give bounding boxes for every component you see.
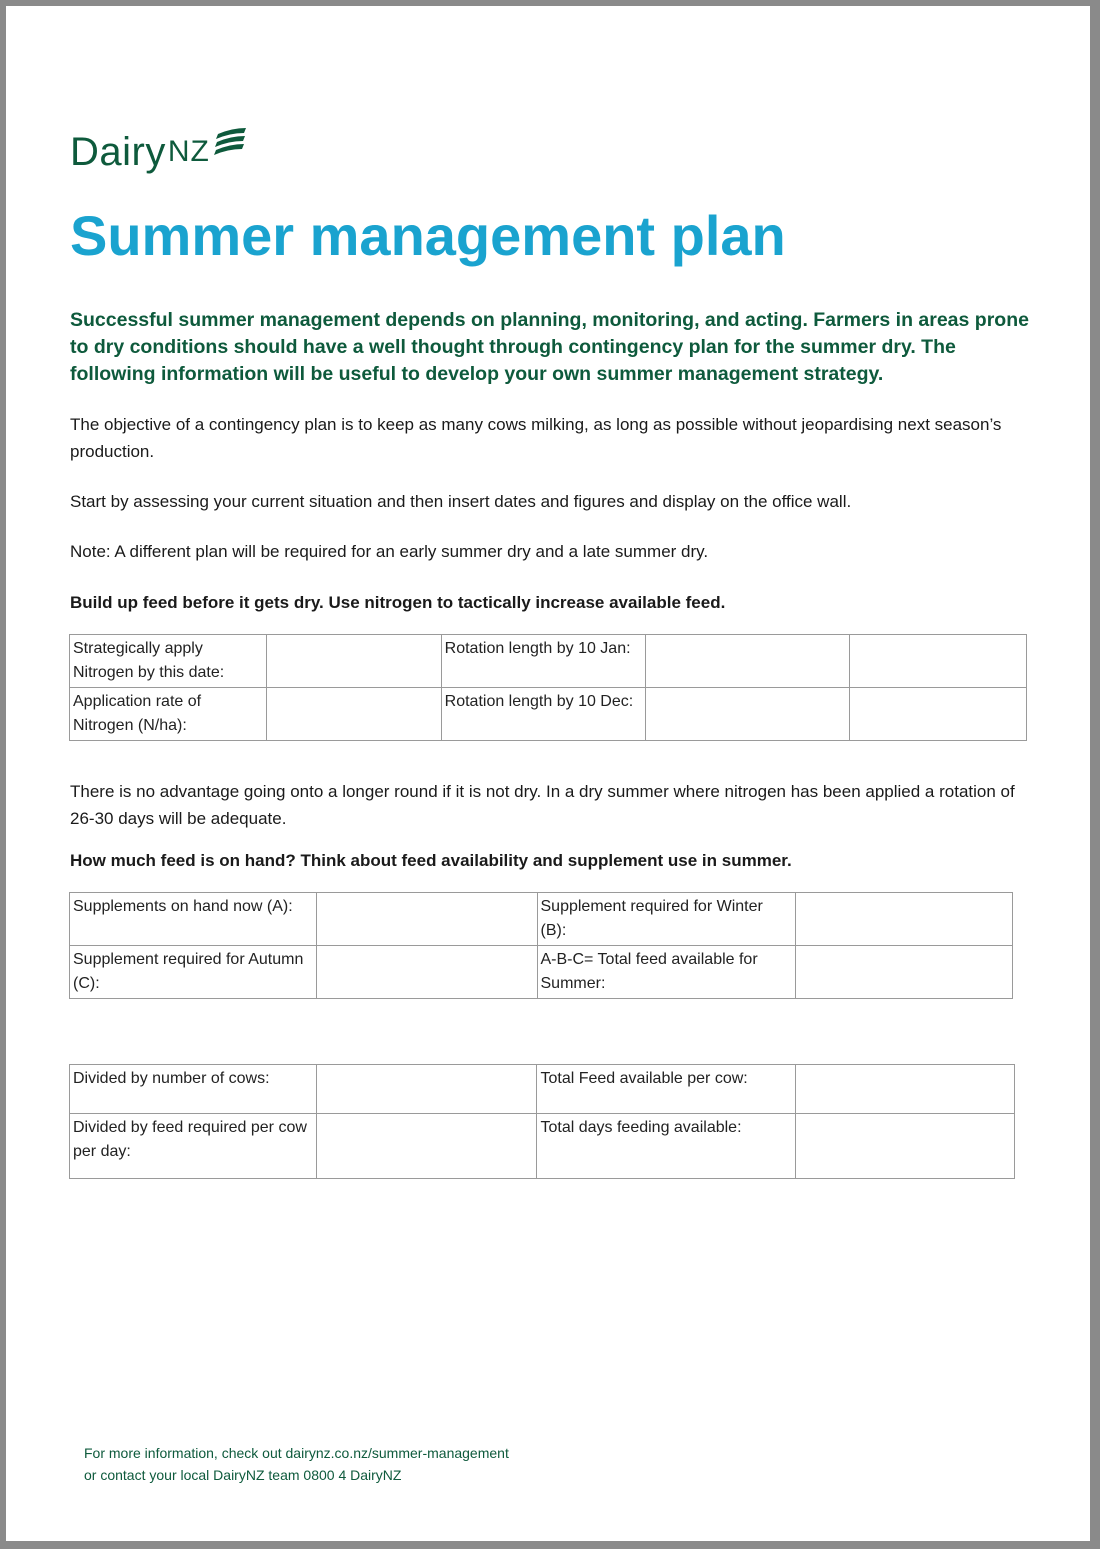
rotation-dec-extra-field[interactable]: [850, 688, 1027, 741]
dairynz-logo: [70, 124, 248, 180]
number-of-cows-field[interactable]: [316, 1065, 537, 1114]
nitrogen-table: [69, 634, 1027, 741]
nitrogen-date-field[interactable]: [266, 635, 441, 688]
autumn-supplement-field[interactable]: [316, 946, 537, 999]
footer-contact-line: or contact your local DairyNZ team 0800 4 DairyNZ: [84, 1467, 402, 1483]
autumn-supplement-label: Supplement required for Autumn (C):: [70, 946, 317, 999]
feed-per-cow-field[interactable]: [796, 1065, 1015, 1114]
winter-supplement-label: Supplement required for Winter (B):: [537, 893, 796, 946]
supplements-on-hand-field[interactable]: [316, 893, 537, 946]
winter-supplement-field[interactable]: [796, 893, 1013, 946]
nitrogen-rate-field[interactable]: [266, 688, 441, 741]
logo-word: Dairy: [70, 130, 166, 174]
swoosh-icon: [214, 126, 248, 160]
nitrogen-rate-label: Application rate of Nitrogen (N/ha):: [70, 688, 267, 741]
feed-required-field[interactable]: [316, 1114, 537, 1179]
logo-suffix: NZ: [167, 135, 210, 168]
supplements-table: [69, 892, 1013, 999]
start-text: Start by assessing your current situation and then insert dates and figures and display on the office wall.: [70, 492, 852, 511]
document-page: [6, 6, 1090, 1541]
supplements-on-hand-label: Supplements on hand now (A):: [70, 893, 317, 946]
feed-per-cow-label: Total Feed available per cow:: [537, 1065, 796, 1114]
page-title: Summer management plan: [70, 204, 786, 267]
total-days-field[interactable]: [796, 1114, 1015, 1179]
intro-text: Successful summer management depends on planning, monitoring, and acting. Farmers in areas prone to dry conditions should have a well thought through contingency plan for the summer dry. The following information will be useful to develop your own summer management strategy.: [70, 309, 1029, 385]
feed-required-label: Divided by feed required per cow per day:: [70, 1114, 317, 1179]
rotation-jan-extra-field[interactable]: [850, 635, 1027, 688]
objective-text: The objective of a contingency plan is to keep as many cows milking, as long as possible without jeopardising next season’s production.: [70, 415, 1002, 461]
footer: [84, 1442, 509, 1486]
footer-info-line: For more information, check out dairynz.co.nz/summer-management: [84, 1445, 509, 1461]
advantage-text: There is no advantage going onto a longer round if it is not dry. In a dry summer where nitrogen has been applied a rotation of 26-30 days will be adequate.: [70, 782, 1015, 828]
feed-on-hand-heading: How much feed is on hand? Think about feed availability and supplement use in summer.: [70, 851, 792, 870]
nitrogen-date-label: Strategically apply Nitrogen by this date:: [70, 635, 267, 688]
total-days-label: Total days feeding available:: [537, 1114, 796, 1179]
note-text: Note: A different plan will be required for an early summer dry and a late summer dry.: [70, 542, 709, 561]
rotation-jan-label: Rotation length by 10 Jan:: [441, 635, 646, 688]
rotation-dec-field[interactable]: [646, 688, 850, 741]
summer-total-field[interactable]: [796, 946, 1013, 999]
rotation-dec-label: Rotation length by 10 Dec:: [441, 688, 646, 741]
number-of-cows-label: Divided by number of cows:: [70, 1065, 317, 1114]
rotation-jan-field[interactable]: [646, 635, 850, 688]
build-feed-heading: Build up feed before it gets dry. Use nitrogen to tactically increase available feed.: [70, 593, 726, 612]
summer-total-label: A-B-C= Total feed available for Summer:: [537, 946, 796, 999]
cows-table: [69, 1064, 1015, 1179]
